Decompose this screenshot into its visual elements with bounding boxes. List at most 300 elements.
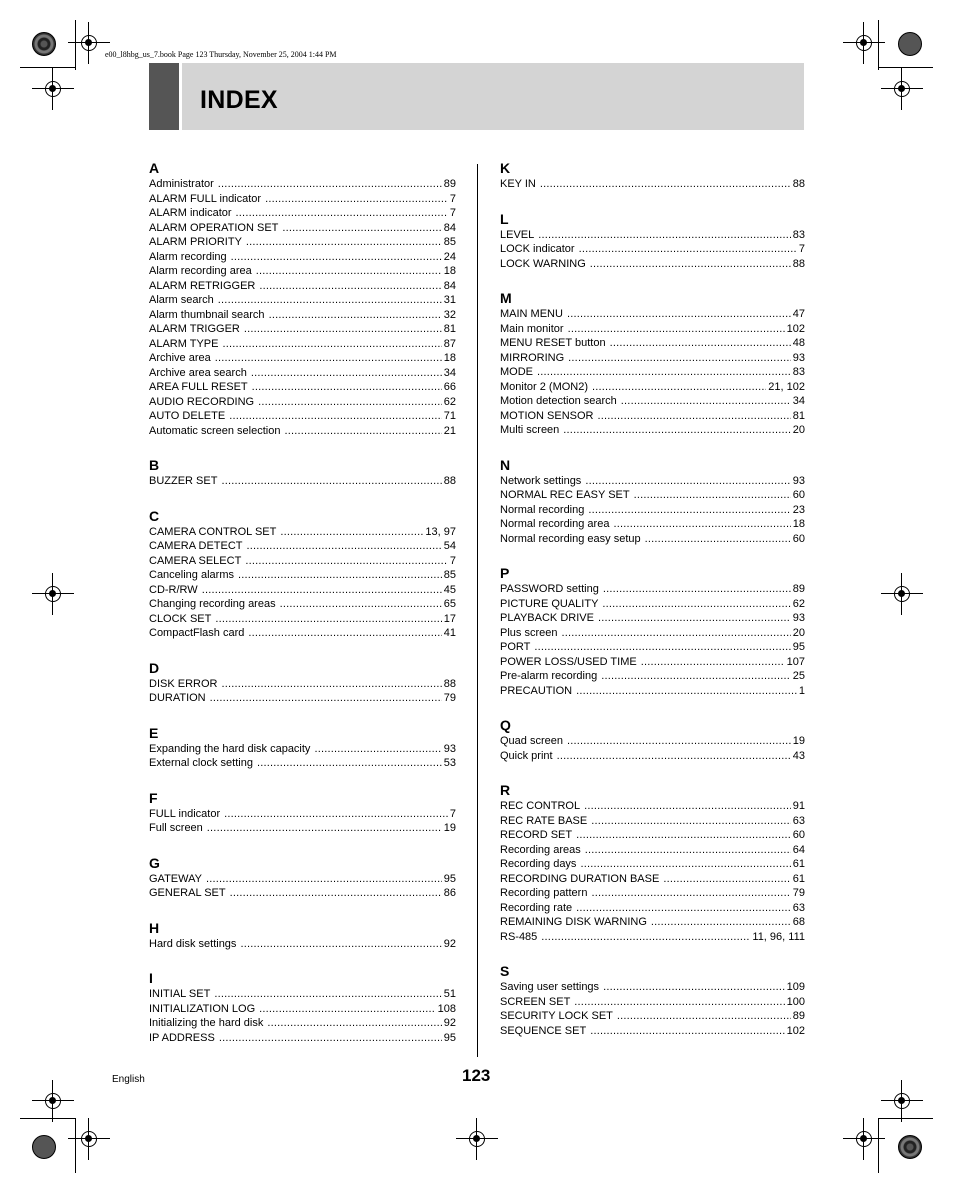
entry-page: 21, 102 <box>768 380 805 393</box>
index-section-r <box>500 782 805 944</box>
entry-label: LOCK WARNING <box>500 257 586 270</box>
entry-page: 34 <box>443 366 456 379</box>
index-section-b <box>149 457 456 489</box>
dot-leader <box>584 799 791 814</box>
dot-leader <box>634 488 791 503</box>
dot-leader <box>541 930 750 945</box>
entry-label: POWER LOSS/USED TIME <box>500 655 637 668</box>
entry-page: 66 <box>443 381 456 393</box>
index-entry <box>149 886 456 901</box>
dot-leader <box>231 250 442 265</box>
dot-leader <box>590 257 791 272</box>
dot-leader <box>252 380 442 395</box>
dot-leader <box>537 365 791 380</box>
entry-page: 7 <box>449 207 456 219</box>
section-letter: H <box>149 919 160 936</box>
dot-leader <box>580 857 790 872</box>
dot-leader <box>251 366 442 381</box>
entry-label: Full screen <box>149 822 203 834</box>
entry-label: Archive area <box>149 352 211 364</box>
color-circle-icon <box>32 1135 56 1159</box>
index-entry <box>149 583 456 598</box>
header-tab <box>149 63 179 130</box>
entry-label: Alarm recording <box>149 250 227 263</box>
entry-page: 25 <box>792 670 805 682</box>
index-entry <box>149 756 456 771</box>
entry-page: 88 <box>792 257 805 270</box>
index-entry <box>500 655 805 670</box>
index-entry <box>500 336 805 351</box>
entry-label: Recording areas <box>500 843 581 856</box>
entry-page: 81 <box>443 323 456 335</box>
entry-label: CAMERA CONTROL SET <box>149 525 277 538</box>
dot-leader <box>576 901 791 916</box>
section-letter: F <box>149 789 158 806</box>
entry-label: GATEWAY <box>149 872 202 885</box>
entry-label: ALARM OPERATION SET <box>149 221 279 234</box>
index-entry <box>500 517 805 532</box>
section-letter: A <box>149 160 160 176</box>
entry-page: 102 <box>786 322 805 335</box>
index-entry <box>149 366 456 381</box>
index-entry <box>500 611 805 626</box>
entry-page: 53 <box>443 757 456 769</box>
index-entry <box>149 409 456 424</box>
entry-page: 1 <box>798 684 805 697</box>
index-entry <box>500 886 805 901</box>
entry-page: 18 <box>443 265 456 277</box>
index-entry <box>500 474 805 489</box>
index-section-a <box>149 160 456 438</box>
entry-label: Saving user settings <box>500 981 600 993</box>
index-entry <box>500 843 805 858</box>
entry-page: 60 <box>792 829 805 841</box>
index-entry <box>500 669 805 684</box>
dot-leader <box>585 843 791 858</box>
index-entry <box>149 677 456 692</box>
entry-page: 79 <box>443 692 456 704</box>
entry-label: Automatic screen selection <box>149 424 281 437</box>
index-entry <box>500 307 805 322</box>
entry-page: 89 <box>792 1010 805 1022</box>
index-entry <box>500 365 805 380</box>
color-rosette-icon <box>32 32 56 56</box>
dot-leader <box>214 987 441 1002</box>
index-entry <box>500 980 805 995</box>
entry-page: 91 <box>792 800 805 812</box>
entry-page: 84 <box>443 221 456 234</box>
entry-label: Normal recording easy setup <box>500 532 641 545</box>
entry-label: REC CONTROL <box>500 800 581 812</box>
index-entry <box>500 394 805 409</box>
entry-page: 31 <box>443 294 456 306</box>
index-column-right <box>500 160 805 1057</box>
entry-label: SEQUENCE SET <box>500 1024 587 1037</box>
entry-page: 108 <box>437 1002 456 1015</box>
entry-label: Monitor 2 (MON2) <box>500 380 589 393</box>
index-entry <box>500 1009 805 1024</box>
index-entry <box>149 424 456 439</box>
dot-leader <box>610 336 791 351</box>
entry-label: Quick print <box>500 749 553 762</box>
dot-leader <box>259 1002 435 1017</box>
entry-page: 62 <box>443 395 456 408</box>
entry-page: 93 <box>443 742 456 755</box>
dot-leader <box>240 937 441 952</box>
index-section-i <box>149 970 456 1045</box>
index-column-left <box>149 160 456 1064</box>
entry-page: 45 <box>443 583 456 596</box>
entry-label: INITIALIZATION LOG <box>149 1002 256 1015</box>
entry-page: 89 <box>792 583 805 595</box>
index-entry <box>500 930 805 945</box>
registration-mark-icon <box>466 1128 488 1150</box>
entry-label: LEVEL <box>500 228 535 241</box>
entry-label: NORMAL REC EASY SET <box>500 489 630 501</box>
entry-page: 18 <box>792 518 805 530</box>
dot-leader <box>591 814 791 829</box>
dot-leader <box>282 221 441 236</box>
dot-leader <box>269 308 442 323</box>
registration-mark-icon <box>891 78 913 100</box>
index-entry <box>149 293 456 308</box>
entry-label: Recording pattern <box>500 887 588 899</box>
entry-page: 7 <box>449 192 456 205</box>
entry-page: 61 <box>792 858 805 870</box>
entry-label: CLOCK SET <box>149 612 212 625</box>
entry-page: 64 <box>792 843 805 856</box>
entry-page: 107 <box>786 655 805 668</box>
dot-leader <box>314 742 441 757</box>
index-entry <box>149 568 456 583</box>
index-section-n <box>500 457 805 547</box>
index-entry <box>149 221 456 236</box>
entry-label: Motion detection search <box>500 395 617 407</box>
entry-label: Recording days <box>500 858 577 870</box>
entry-label: Pre-alarm recording <box>500 670 598 682</box>
dot-leader <box>265 192 448 207</box>
entry-label: REMAINING DISK WARNING <box>500 916 647 928</box>
dot-leader <box>284 424 441 439</box>
index-section-m <box>500 290 805 438</box>
entry-label: INITIAL SET <box>149 988 211 1000</box>
entry-label: ALARM indicator <box>149 207 232 219</box>
index-section-c <box>149 508 456 641</box>
section-letter: Q <box>500 717 511 733</box>
dot-leader <box>244 322 442 337</box>
entry-label: PORT <box>500 641 531 653</box>
index-entry <box>500 901 805 916</box>
entry-page: 17 <box>443 612 456 625</box>
dot-leader <box>598 409 791 424</box>
entry-page: 89 <box>443 178 456 190</box>
index-entry <box>500 749 805 764</box>
dot-leader <box>557 749 791 764</box>
entry-label: Network settings <box>500 474 582 487</box>
index-entry <box>500 409 805 424</box>
index-entry <box>149 351 456 366</box>
index-entry <box>149 807 456 822</box>
entry-page: 88 <box>443 475 456 487</box>
dot-leader <box>207 821 442 836</box>
entry-page: 81 <box>792 409 805 422</box>
dot-leader <box>215 351 442 366</box>
entry-page: 85 <box>443 569 456 581</box>
dot-leader <box>645 532 791 547</box>
entry-label: Alarm thumbnail search <box>149 308 265 321</box>
index-entry <box>500 351 805 366</box>
index-entry <box>500 857 805 872</box>
dot-leader <box>540 177 791 192</box>
entry-label: CAMERA SELECT <box>149 554 242 567</box>
entry-page: 88 <box>443 677 456 690</box>
index-section-k <box>500 160 805 192</box>
entry-page: 95 <box>443 872 456 885</box>
entry-label: SECURITY LOCK SET <box>500 1010 613 1022</box>
index-entry <box>500 814 805 829</box>
section-letter: M <box>500 290 512 306</box>
entry-label: Quad screen <box>500 735 563 747</box>
index-entry <box>149 539 456 554</box>
entry-page: 68 <box>792 916 805 928</box>
dot-leader <box>576 828 791 843</box>
section-letter: C <box>149 507 160 524</box>
index-entry <box>149 380 456 395</box>
entry-page: 87 <box>443 337 456 350</box>
index-entry <box>500 799 805 814</box>
entry-label: Hard disk settings <box>149 937 237 950</box>
entry-label: DISK ERROR <box>149 677 218 690</box>
registration-mark-icon <box>853 32 875 54</box>
entry-page: 84 <box>443 279 456 292</box>
entry-page: 95 <box>792 641 805 653</box>
index-entry <box>500 532 805 547</box>
index-entry <box>149 1016 456 1031</box>
entry-page: 95 <box>443 1031 456 1044</box>
dot-leader <box>218 177 442 192</box>
index-entry <box>149 872 456 887</box>
registration-mark-icon <box>78 32 100 54</box>
dot-leader <box>602 597 790 612</box>
entry-page: 11, 96, 111 <box>752 930 805 943</box>
entry-page: 7 <box>449 554 456 567</box>
dot-leader <box>238 568 442 583</box>
entry-label: Expanding the hard disk capacity <box>149 742 311 755</box>
entry-label: ALARM PRIORITY <box>149 236 242 248</box>
entry-label: RECORDING DURATION BASE <box>500 872 660 885</box>
index-entry <box>500 503 805 518</box>
entry-label: CompactFlash card <box>149 627 245 639</box>
index-entry <box>500 684 805 699</box>
dot-leader <box>210 691 442 706</box>
dot-leader <box>280 597 442 612</box>
page-title: INDEX <box>200 86 278 114</box>
color-rosette-icon <box>898 1135 922 1159</box>
entry-label: AUDIO RECORDING <box>149 395 255 408</box>
index-entry <box>500 1024 805 1039</box>
entry-label: Canceling alarms <box>149 569 234 581</box>
entry-label: Normal recording <box>500 503 585 516</box>
entry-page: 7 <box>798 243 805 255</box>
index-section-q <box>500 717 805 763</box>
entry-page: 86 <box>443 887 456 899</box>
entry-label: SCREEN SET <box>500 995 571 1008</box>
registration-mark-icon <box>891 583 913 605</box>
registration-mark-icon <box>42 78 64 100</box>
entry-page: 23 <box>792 503 805 516</box>
dot-leader <box>567 734 791 749</box>
index-entry <box>149 264 456 279</box>
index-entry <box>500 915 805 930</box>
dot-leader <box>219 1031 442 1046</box>
index-entry <box>149 322 456 337</box>
index-section-d <box>149 660 456 706</box>
entry-label: AUTO DELETE <box>149 410 226 422</box>
entry-label: BUZZER SET <box>149 475 218 487</box>
dot-leader <box>590 1024 784 1039</box>
index-entry <box>149 691 456 706</box>
index-entry <box>500 242 805 257</box>
entry-label: KEY IN <box>500 178 536 190</box>
entry-page: 61 <box>792 872 805 885</box>
dot-leader <box>247 539 442 554</box>
dot-leader <box>591 886 790 901</box>
entry-page: 60 <box>792 532 805 545</box>
index-entry <box>500 734 805 749</box>
entry-page: 51 <box>443 988 456 1000</box>
index-entry <box>500 423 805 438</box>
entry-label: REC RATE BASE <box>500 814 588 827</box>
dot-leader <box>236 206 448 221</box>
index-section-h <box>149 920 456 952</box>
entry-label: ALARM FULL indicator <box>149 192 262 205</box>
entry-page: 13, 97 <box>425 525 456 538</box>
dot-leader <box>246 235 442 250</box>
index-entry <box>149 525 456 540</box>
entry-label: ALARM TYPE <box>149 337 219 350</box>
entry-page: 19 <box>792 735 805 747</box>
index-entry <box>149 612 456 627</box>
section-letter: N <box>500 456 511 473</box>
dot-leader <box>621 394 791 409</box>
dot-leader <box>585 474 790 489</box>
entry-page: 83 <box>792 228 805 241</box>
entry-label: IP ADDRESS <box>149 1031 215 1044</box>
index-entry <box>500 322 805 337</box>
entry-label: MOTION SENSOR <box>500 409 594 422</box>
entry-label: Archive area search <box>149 366 247 379</box>
entry-page: 20 <box>792 626 805 639</box>
registration-mark-icon <box>853 1128 875 1150</box>
entry-page: 18 <box>443 352 456 364</box>
entry-page: 41 <box>443 627 456 639</box>
entry-label: Alarm search <box>149 294 214 306</box>
section-letter: S <box>500 963 510 979</box>
entry-label: MODE <box>500 366 533 378</box>
entry-page: 7 <box>449 807 456 820</box>
entry-page: 93 <box>792 612 805 624</box>
entry-page: 92 <box>443 937 456 950</box>
entry-page: 48 <box>792 337 805 349</box>
entry-page: 65 <box>443 598 456 610</box>
index-entry <box>149 742 456 757</box>
dot-leader <box>245 554 448 569</box>
entry-page: 92 <box>443 1017 456 1029</box>
dot-leader <box>574 995 784 1010</box>
entry-page: 63 <box>792 814 805 827</box>
entry-label: External clock setting <box>149 757 253 769</box>
index-entry <box>500 828 805 843</box>
entry-label: RECORD SET <box>500 829 573 841</box>
dot-leader <box>230 886 442 901</box>
entry-page: 19 <box>443 822 456 834</box>
entry-label: ALARM RETRIGGER <box>149 279 256 292</box>
dot-leader <box>259 279 441 294</box>
entry-page: 79 <box>792 887 805 899</box>
section-letter: K <box>500 160 511 176</box>
dot-leader <box>229 409 442 424</box>
entry-page: 34 <box>792 395 805 407</box>
index-entry <box>149 474 456 489</box>
dot-leader <box>267 1016 441 1031</box>
index-entry <box>149 1031 456 1046</box>
entry-label: MENU RESET button <box>500 337 606 349</box>
index-entry <box>149 395 456 410</box>
index-section-e <box>149 725 456 771</box>
dot-leader <box>258 395 442 410</box>
index-entry <box>149 177 456 192</box>
dot-leader <box>568 322 785 337</box>
entry-label: MAIN MENU <box>500 308 563 320</box>
entry-page: 71 <box>443 410 456 422</box>
column-divider <box>477 164 478 1057</box>
dot-leader <box>617 1009 791 1024</box>
entry-page: 47 <box>792 308 805 320</box>
entry-label: MIRRORING <box>500 351 565 364</box>
entry-page: 43 <box>792 749 805 762</box>
index-section-l <box>500 211 805 272</box>
entry-page: 102 <box>786 1024 805 1037</box>
index-entry <box>149 192 456 207</box>
index-entry <box>149 1002 456 1017</box>
entry-page: 63 <box>792 901 805 914</box>
index-entry <box>500 995 805 1010</box>
index-entry <box>500 597 805 612</box>
index-entry <box>149 821 456 836</box>
index-section-s <box>500 963 805 1038</box>
dot-leader <box>257 756 442 771</box>
dot-leader <box>663 872 790 887</box>
dot-leader <box>651 915 791 930</box>
index-entry <box>500 582 805 597</box>
entry-page: 93 <box>792 474 805 487</box>
dot-leader <box>223 337 442 352</box>
dot-leader <box>206 872 442 887</box>
dot-leader <box>215 612 441 627</box>
entry-page: 21 <box>443 424 456 437</box>
entry-page: 62 <box>792 597 805 610</box>
registration-mark-icon <box>42 583 64 605</box>
dot-leader <box>256 264 442 279</box>
dot-leader <box>561 626 790 641</box>
dot-leader <box>563 423 790 438</box>
dot-leader <box>579 242 797 257</box>
dot-leader <box>248 626 441 641</box>
entry-page: 32 <box>443 308 456 321</box>
dot-leader <box>588 503 790 518</box>
section-letter: R <box>500 782 511 798</box>
entry-label: DURATION <box>149 692 206 704</box>
